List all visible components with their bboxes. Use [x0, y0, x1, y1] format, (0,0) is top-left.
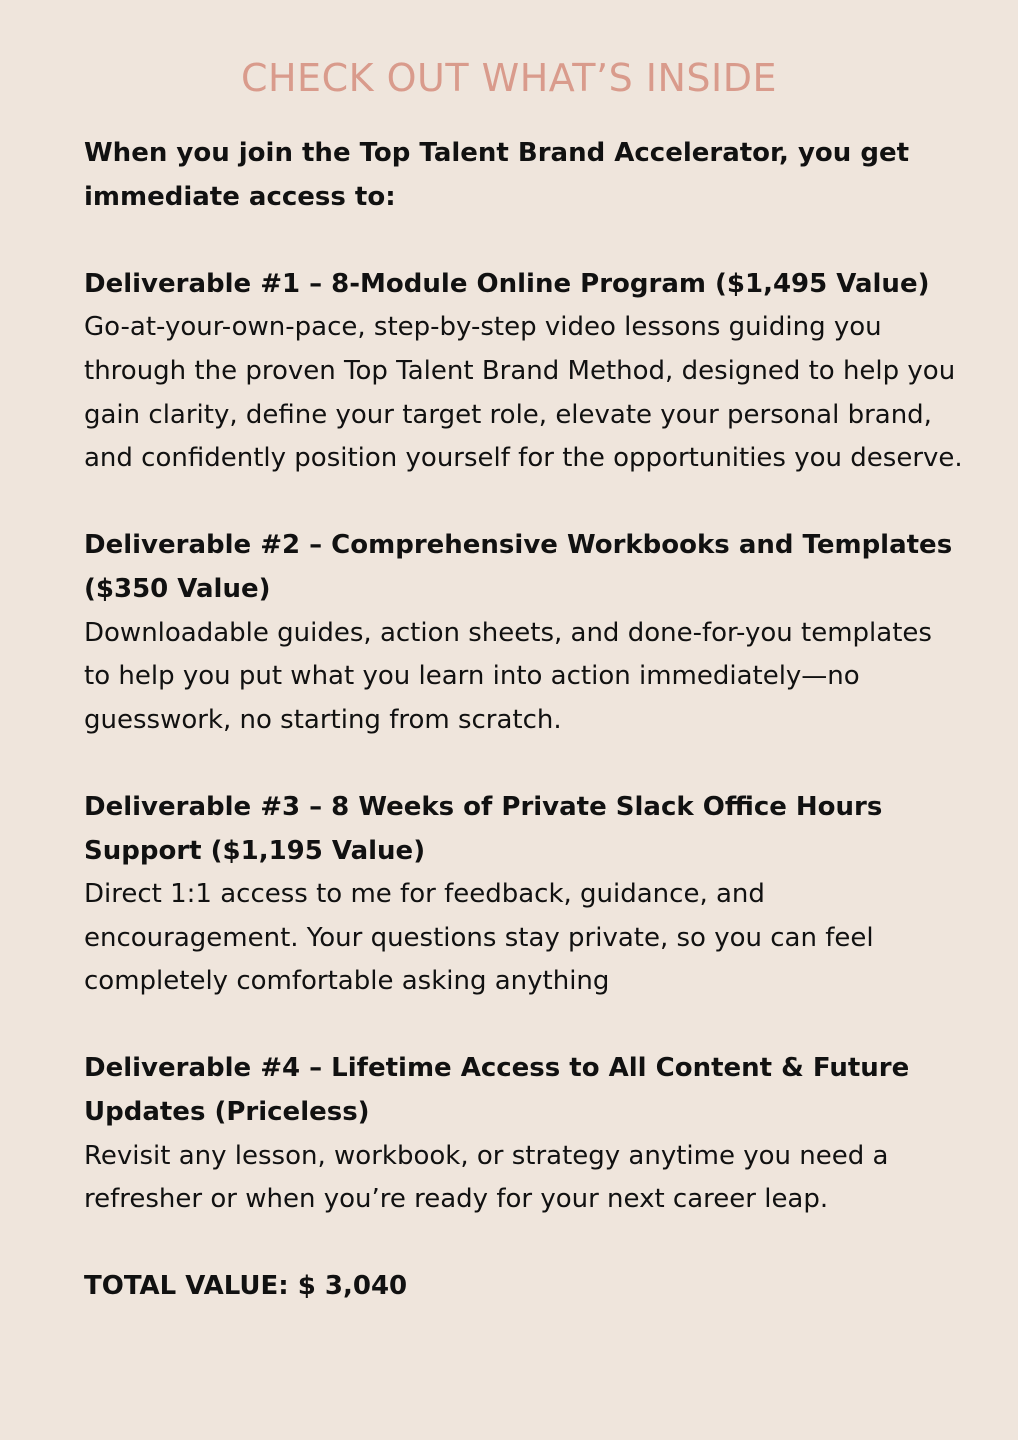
- deliverable-title: Deliverable #3 – 8 Weeks of Private Slack Office Hours Support ($1,195 Value): [84, 791, 883, 866]
- deliverable-description: Downloadable guides, action sheets, and done-for-you templates to help you put what you learn into action immediately—no guesswork, no starting from scratch.: [84, 617, 932, 735]
- deliverable-description: Direct 1:1 access to me for feedback, guidance, and encouragement. Your questions stay private, so you can feel completely comfortable asking anything: [84, 879, 874, 997]
- deliverable-3: [84, 786, 964, 1004]
- deliverable-description: Go-at-your-own-pace, step-by-step video lessons guiding you through the proven Top Talent Brand Method, designed to help you gain clarity, define your target role, elevate your personal brand, and confidently position yourself for the opportunities you deserve.: [84, 312, 963, 474]
- content-body: [84, 132, 964, 1309]
- intro-text: When you join the Top Talent Brand Accelerator, you get immediate access to:: [84, 138, 910, 212]
- total-value: TOTAL VALUE: $ 3,040: [84, 1271, 408, 1302]
- page-title: CHECK OUT WHAT’S INSIDE: [240, 56, 778, 100]
- deliverable-description: Revisit any lesson, workbook, or strategy anytime you need a refresher or when you’re ready for your next career leap.: [84, 1140, 889, 1215]
- deliverable-2: [84, 524, 964, 742]
- deliverable-1: [84, 263, 964, 481]
- deliverable-title: Deliverable #1 – 8-Module Online Program ($1,495 Value): [84, 268, 930, 299]
- deliverable-4: [84, 1047, 964, 1221]
- deliverable-title: Deliverable #4 – Lifetime Access to All Content & Future Updates (Priceless): [84, 1053, 910, 1128]
- deliverable-title: Deliverable #2 – Comprehensive Workbooks and Templates ($350 Value): [84, 530, 953, 604]
